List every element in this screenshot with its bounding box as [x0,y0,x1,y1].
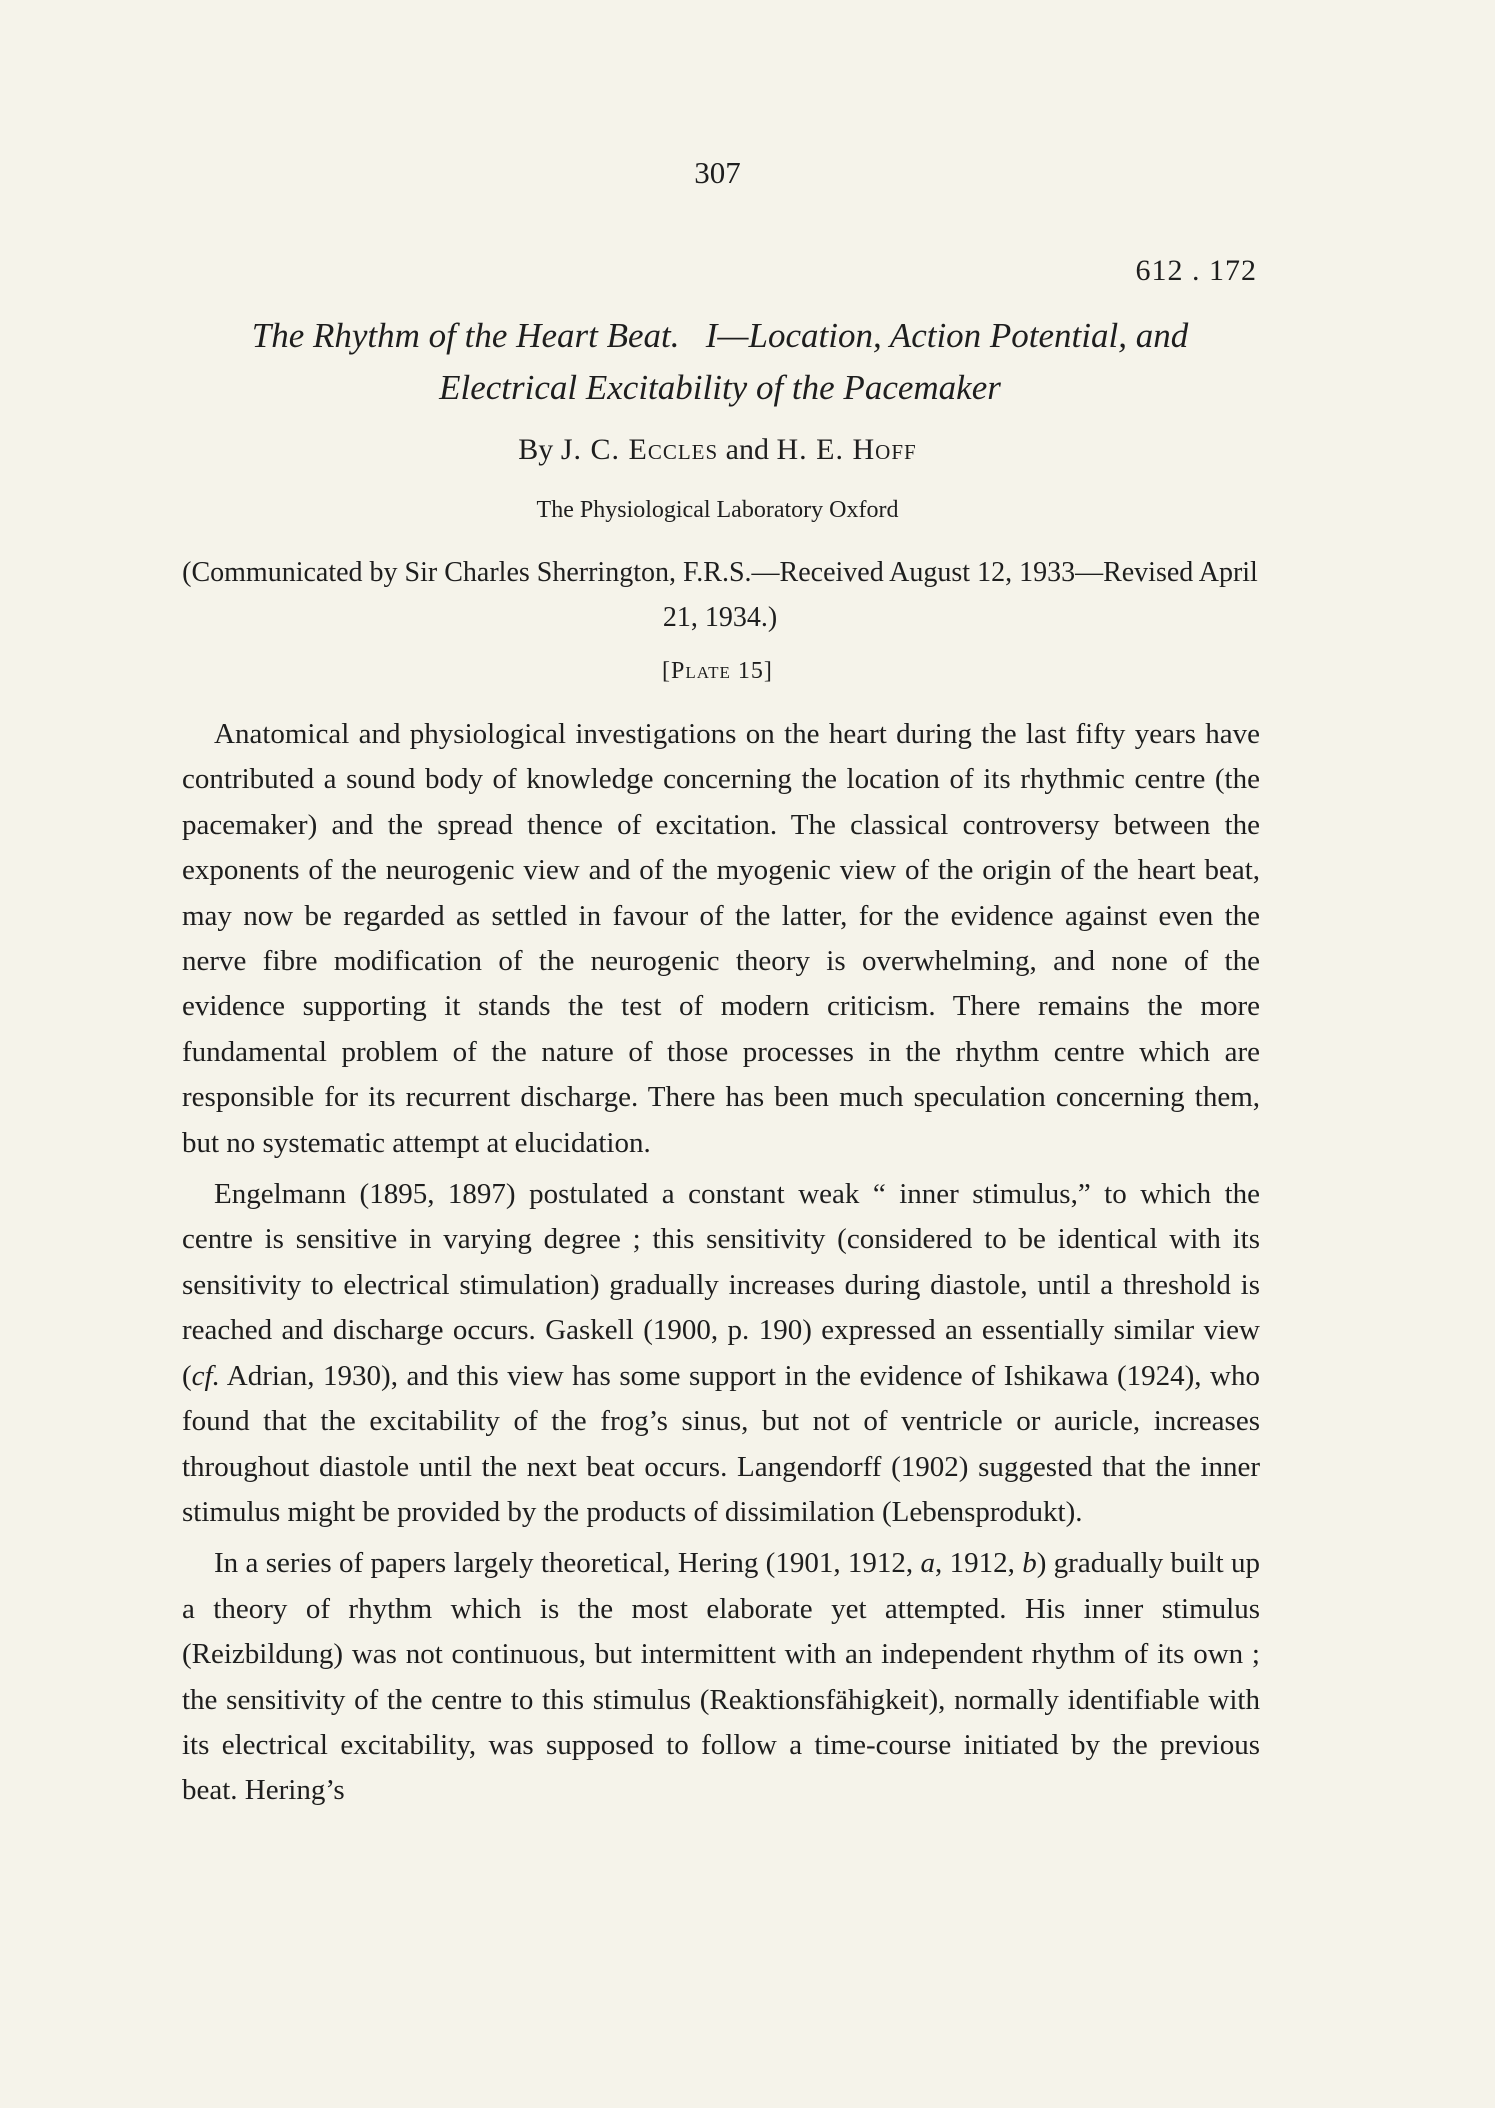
affiliation: The Physiological Laboratory Oxford [536,497,899,523]
author-eccles: J. C. Eccles [560,433,719,466]
paragraph-3 [182,1541,1260,1813]
p2-cf: cf. [191,1359,220,1392]
p2-text-b: Adrian, 1930), and this view has some support in the evidence of Ishikawa (1924), who found that the excitability of the frog’s sinus, but not of ventricle or auricle, increases throughout diastole until the next beat occurs. Langendorff (1902) suggested that the inner stimulus might be provided by the products of dissimilation (Lebensprodukt). [182,1359,1260,1528]
title-main: The Rhythm of the Heart Beat. [251,316,680,355]
authors-by: By [518,433,554,466]
page-number: 307 [694,155,741,190]
p2-text-a: Engelmann (1895, 1897) postulated a constant weak “ inner stimulus,” to which the centre is sensitive in varying degree ; this sensitivity (considered to be identical with its sensitivity to electrical stimulation) gradually increases during diastole, until a threshold is reached and discharge occurs. Gaskell (1900, p. 190) expressed an essentially similar view ( [182,1178,1260,1392]
title-subtitle: I—Location, Action Potential, and Electrical Excitability of the Pacemaker [439,316,1189,407]
article-title [180,310,1260,414]
communication-note: (Communicated by Sir Charles Sherrington, F.R.S.—Received August 12, 1933—Revised April 21, 1934.) [182,557,1258,633]
author-hoff: H. E. Hoff [776,433,917,466]
paragraph-2 [182,1172,1260,1535]
classification-number: 612 . 172 [1135,254,1257,287]
p3-italic-b: b [1022,1547,1037,1580]
p3-text-b: , 1912, [935,1547,1023,1580]
article-body [182,712,1260,1814]
authors-and: and [725,433,769,466]
p3-text-c: ) gradually built up a theory of rhythm which is the most elaborate yet attempted. His inner stimulus (Reizbildung) was not continuous, but intermittent with an independent rhythm of its own ; the sensitivity of the centre to this stimulus (Reaktionsfähigkeit), normally identifiable with its electrical excitability, was supposed to follow a time-course initiated by the previous beat. Hering’s [182,1547,1261,1807]
p3-italic-a: a [920,1547,936,1580]
authors [0,433,1435,467]
paragraph-1: Anatomical and physiological investigations on the heart during the last fifty years have contributed a sound body of knowledge concerning the location of its rhythmic centre (the pacemaker) and the spread thence of excitation. The classical controversy between the exponents of the neurogenic view and of the myogenic view of the origin of the heart beat, may now be regarded as settled in favour of the latter, for the evidence against even the nerve fibre modification of the neurogenic theory is overwhelming, and none of the evidence supporting it stands the test of modern criticism. There remains the more fundamental problem of the nature of those processes in the rhythm centre which are responsible for its recurrent discharge. There has been much speculation concerning them, but no systematic attempt at elucidation. [182,718,1260,1159]
p3-text-a: In a series of papers largely theoretical, Hering (1901, 1912, [214,1547,921,1580]
plate-reference: [Plate 15] [662,658,773,684]
